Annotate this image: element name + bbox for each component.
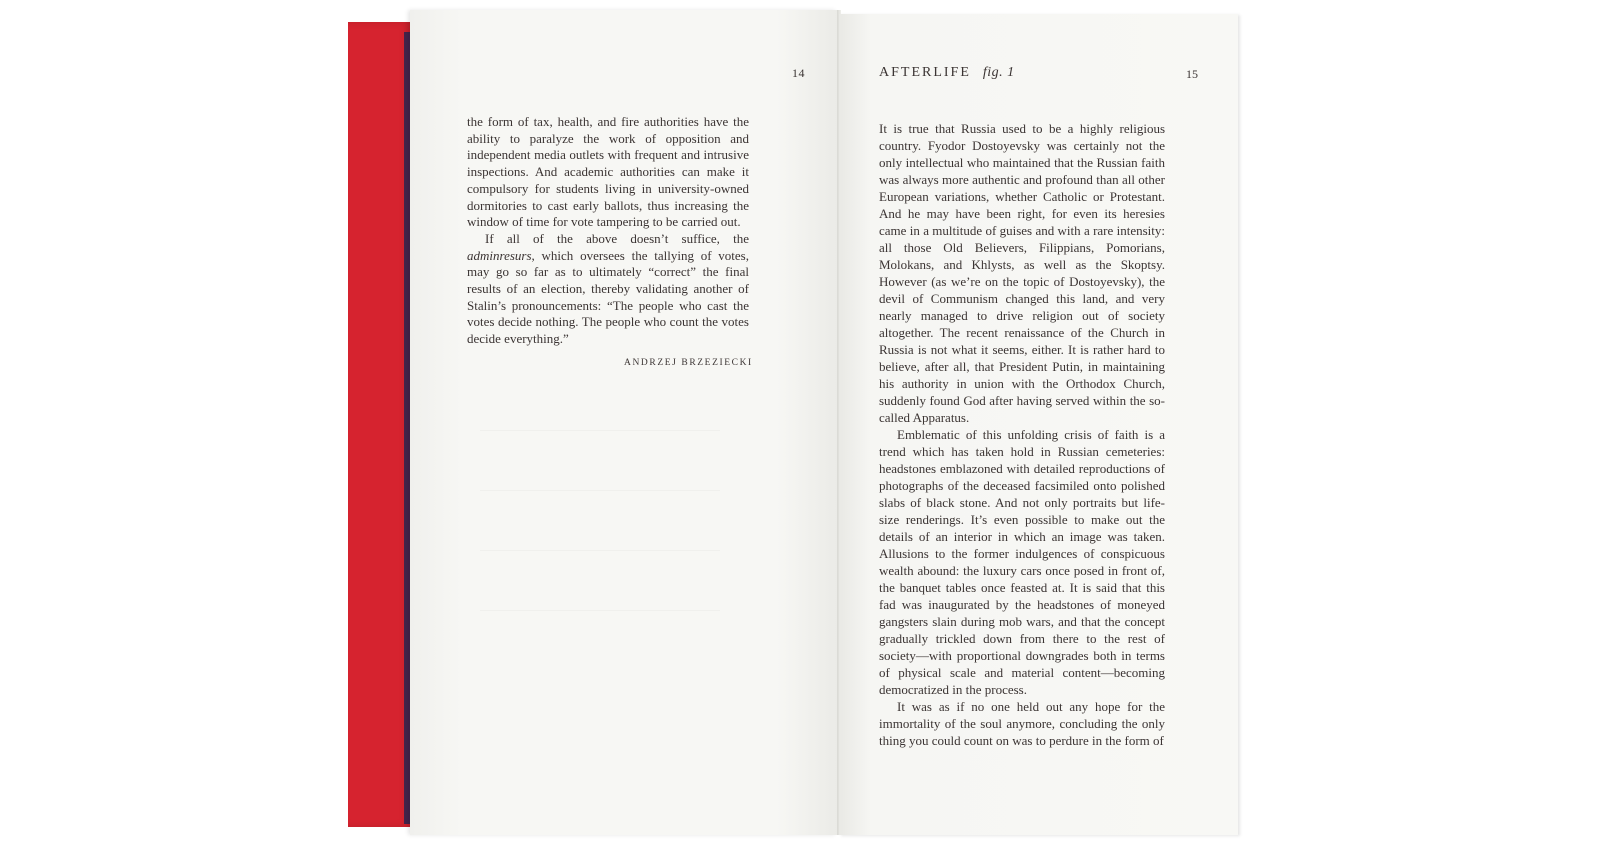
right-page bbox=[839, 14, 1238, 835]
red-book-cover bbox=[348, 22, 412, 827]
running-head-title: AFTERLIFE bbox=[879, 65, 971, 80]
show-through-line bbox=[480, 610, 720, 611]
show-through-line bbox=[480, 490, 720, 491]
author-credit: ANDRZEJ BRZEZIECKI bbox=[624, 358, 753, 368]
left-paragraph-2-end: , which oversees the tallying of votes, may go so far as to ultimately “correct” the final results of an election, thereby validating another of Stalin’s pronouncements: “The people who cast the votes decide nothing. The people who count the votes decide everything.” bbox=[467, 247, 749, 347]
page-number-left: 14 bbox=[792, 66, 805, 80]
running-head bbox=[879, 65, 1015, 81]
right-paragraph-3: It was as if no one held out any hope for the immortality of the soul anymore, concluding the only thing you could count on was to perdure in the form of bbox=[879, 699, 1165, 748]
page-number-right: 15 bbox=[1186, 67, 1198, 81]
left-paragraph-2 bbox=[467, 231, 749, 348]
left-paragraph-2-italic: adminresurs bbox=[467, 247, 532, 263]
running-head-fig: fig. 1 bbox=[982, 65, 1015, 80]
left-page-body bbox=[467, 114, 749, 348]
left-paragraph-2-start: If all of the above doesn’t suffice, the bbox=[485, 230, 749, 246]
left-page bbox=[410, 10, 837, 835]
show-through-line bbox=[480, 550, 720, 551]
right-paragraph-2: Emblematic of this unfolding crisis of faith is a trend which has taken hold in Russian cemeteries: headstones emblazoned with detailed reproductions of photographs of the deceased facsimiled onto polished slabs of black stone. And not only portraits but life-size renderings. It’s even possible to make out the details of an interior in which an image was taken. Allusions to the former indulgences of conspicuous wealth abound: the luxury cars once posed in front of, the banquet tables once feasted at. It is said that this fad was inaugurated by the headstones of moneyed gangsters slain during mob wars, and that the concept gradually trickled down from there to the rest of society—with proportional downgrades both in terms of physical scale and material content—becoming democratized in the process. bbox=[879, 427, 1165, 697]
right-paragraph-1: It is true that Russia used to be a highly religious country. Fyodor Dostoyevsky was certainly not the only intellectual who maintained that the Russian faith was always more authentic and profound than all other European variations, whether Catholic or Protestant. And he may have been right, for even its heresies came in a multitude of guises and with a rare intensity: all those Old Believers, Filippians, Pomorians, Molokans, and Khlysts, as well as the Skoptsy. However (as we’re on the topic of Dostoyevsky), the devil of Communism changed this land, and very nearly managed to drive religion out of society altogether. The recent renaissance of the Church in Russia is not what it seems, either. It is rather hard to believe, after all, that President Putin, in maintaining his authority in union with the Orthodox Church, suddenly found God after having served within the so-called Apparatus. bbox=[879, 121, 1165, 425]
right-page-body bbox=[879, 120, 1165, 749]
open-book bbox=[348, 10, 1238, 838]
left-paragraph-1: the form of tax, health, and fire authorities have the ability to paralyze the work of opposition and independent media outlets with frequent and intrusive inspections. And academic authorities can make it compulsory for students living in university-owned dormitories to cast early ballots, thus increasing the window of time for vote tampering to be carried out. bbox=[467, 114, 749, 230]
show-through-line bbox=[480, 430, 720, 431]
